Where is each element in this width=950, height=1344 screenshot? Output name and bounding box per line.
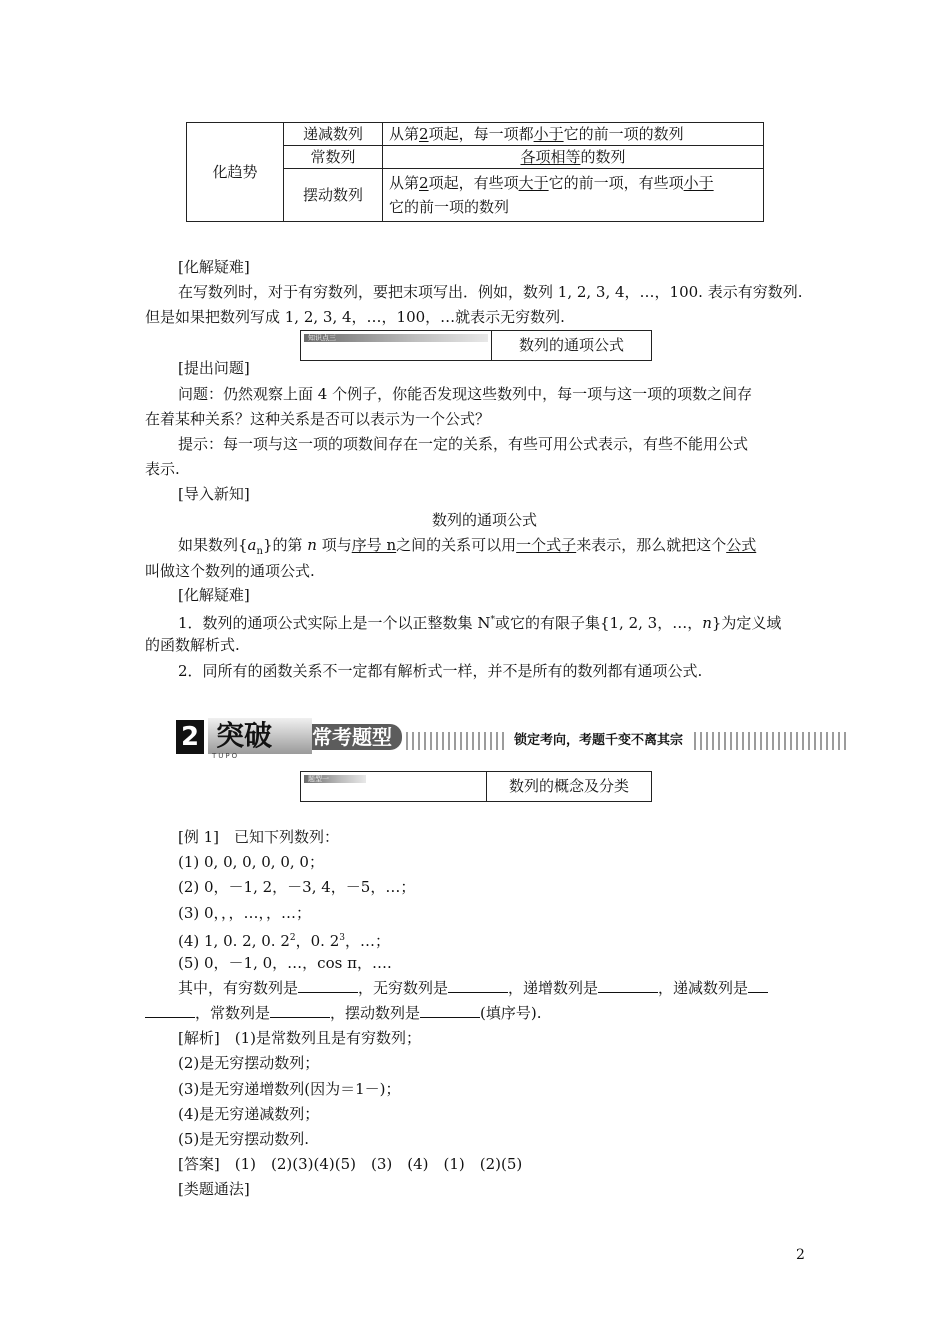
row-name-constant: 常数列 (284, 146, 383, 169)
example-seq5: (5) 0，－1, 0，…，cos π，…. (178, 954, 392, 972)
page-number: 2 (796, 1247, 805, 1263)
banner-title: 突破 (208, 718, 312, 754)
method-tag: [类题通法] (178, 1180, 250, 1198)
row-name-decreasing: 递减数列 (284, 123, 383, 146)
section-banner (176, 714, 848, 764)
banner-number: 2 (176, 720, 204, 754)
trend-table (186, 122, 764, 222)
example-seq3: (3) 0，，，…，，…； (178, 904, 312, 922)
newknow-tag: [导入新知] (178, 485, 250, 503)
solution-line4: (4)是无穷递减数列； (178, 1105, 320, 1123)
solution-line3: (3)是无穷递增数列(因为＝1－)； (178, 1080, 401, 1098)
note2-item1: 1．数列的通项公式实际上是一个以正整数集 N*或它的有限子集{1, 2, 3，…，n}为定义域 (178, 614, 782, 632)
note1-tag: [化解疑难] (178, 258, 250, 276)
example-seq2: (2) 0，－1, 2，－3, 4，－5，…； (178, 878, 416, 896)
knowledge-point-tag: 知识点三 (301, 331, 492, 360)
newknow-heading: 数列的通项公式 (432, 511, 538, 529)
banner-subtitle: TUPO (212, 752, 240, 760)
banner-tag: 常考题型 (302, 724, 402, 750)
question-type-box (300, 771, 652, 802)
question-type-title: 数列的概念及分类 (508, 777, 629, 795)
answer-line: [答案] (1) (2)(3)(4)(5) (3) (4) (1) (2)(5) (178, 1155, 523, 1173)
ask-a2: 表示. (145, 460, 180, 478)
note2-item1-cont: 的函数解析式. (145, 636, 240, 654)
question-type-tag: 题型一 (301, 772, 487, 801)
row-desc-decreasing: 从第2项起，每一项都小于它的前一项的数列 (383, 123, 764, 146)
solution-line1: [解析] (1)是常数列且是有穷数列； (178, 1029, 421, 1047)
example-head: [例 1] 已知下列数列： (178, 828, 340, 846)
ask-a1: 提示：每一项与这一项的项数间存在一定的关系，有些可用公式表示，有些不能用公式 (178, 435, 749, 453)
knowledge-point-title: 数列的通项公式 (518, 336, 624, 354)
newknow-paragraph: 如果数列$\{a_n\}$的第 n 项与序号 n之间的关系可以用一个式子来表示，那么就把这个公式 (178, 536, 757, 557)
note1-line2: 但是如果把数列写成 1, 2, 3, 4，…，100，…就表示无穷数列. (145, 308, 565, 326)
example-seq1: (1) 0, 0, 0, 0, 0, 0； (178, 853, 324, 871)
ask-q1: 问题：仍然观察上面 4 个例子，你能否发现这些数列中，每一项与这一项的项数之间存 (178, 385, 753, 403)
solution-line5: (5)是无穷摆动数列. (178, 1130, 310, 1148)
table-category: 化趋势 (187, 123, 284, 222)
row-desc-oscillating: 从第2项起，有些项大于它的前一项，有些项小于 它的前一项的数列 (383, 169, 764, 222)
newknow-paragraph-2: 叫做这个数列的通项公式. (145, 562, 315, 580)
note2-tag: [化解疑难] (178, 586, 250, 604)
note2-item2: 2．同所有的函数关系不一定都有解析式一样，并不是所有的数列都有通项公式. (178, 662, 703, 680)
example-seq4: (4) 1, 0. 2, 0. $2^2$，0. $2^3$，…； (178, 932, 390, 950)
banner-motto: 锁定考向，考题千变不离其宗 (506, 732, 691, 750)
example-question-cont: ，常数列是 ，摆动数列是 (填序号). (145, 1003, 542, 1023)
solution-line2: (2)是无穷摆动数列； (178, 1054, 320, 1072)
example-question: 其中，有穷数列是 ，无穷数列是 ，递增数列是 ，递减数列是 (178, 978, 768, 998)
ask-tag: [提出问题] (178, 359, 250, 377)
ask-q2: 在着某种关系？这种关系是否可以表示为一个公式？ (145, 410, 491, 428)
row-desc-constant: 各项相等的数列 (383, 146, 764, 169)
note1-line1: 在写数列时，对于有穷数列，要把末项写出．例如，数列 1, 2, 3, 4，…，100. 表示有穷数列. (178, 283, 803, 301)
knowledge-point-box (300, 330, 652, 361)
row-name-oscillating: 摆动数列 (284, 169, 383, 222)
